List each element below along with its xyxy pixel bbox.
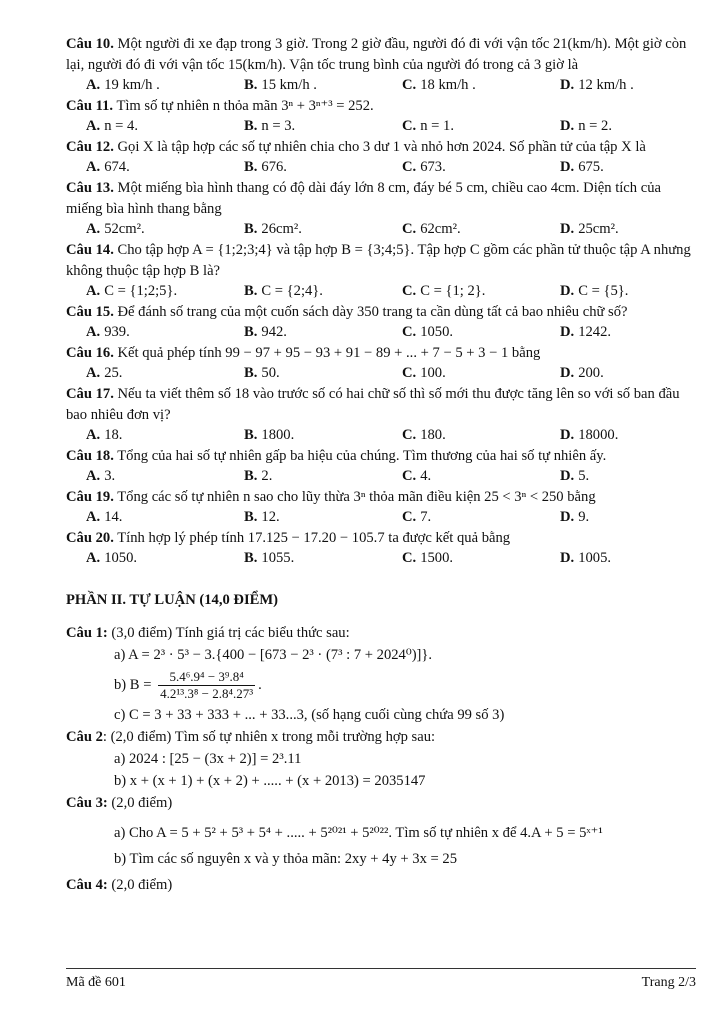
option-key: C. xyxy=(402,159,417,175)
answer-options xyxy=(66,323,696,342)
option-value: 12. xyxy=(261,509,280,525)
option-value: 180. xyxy=(420,427,446,443)
page-number: Trang 2/3 xyxy=(641,975,696,990)
answer-option xyxy=(560,117,716,136)
question-stem: Một người đi xe đạp trong 3 giờ. Trong 2 giờ đầu, người đó đi với vận tốc 21(km/h). Một giờ còn lại, người đó đi với vận tốc 15(km/h). Vận tốc trung bình của người đó trong cả 3 giờ là xyxy=(66,36,687,73)
option-value: n = 1. xyxy=(420,118,454,134)
answer-option xyxy=(560,364,716,383)
answer-option xyxy=(402,549,560,568)
question-stem: Tính hợp lý phép tính 17.125 − 17.20 − 105.7 ta được kết quả bằng xyxy=(117,530,511,546)
option-value: C = {5}. xyxy=(578,283,629,299)
answer-option xyxy=(244,426,402,445)
option-key: B. xyxy=(244,77,258,93)
answer-option xyxy=(86,364,244,383)
question xyxy=(66,240,696,282)
answer-option xyxy=(402,117,560,136)
option-value: 26cm². xyxy=(261,221,302,237)
answer-option xyxy=(402,158,560,177)
question-label: Câu 19. xyxy=(66,489,114,505)
option-value: 25cm². xyxy=(578,221,619,237)
answer-option xyxy=(244,220,402,239)
answer-option xyxy=(402,467,560,486)
question-stem: Tìm số tự nhiên n thỏa mãn 3ⁿ + 3ⁿ⁺³ = 252. xyxy=(116,98,374,114)
option-key: D. xyxy=(560,550,575,566)
answer-options xyxy=(66,76,696,95)
option-key: D. xyxy=(560,324,575,340)
option-key: B. xyxy=(244,365,258,381)
answer-option xyxy=(244,549,402,568)
option-key: C. xyxy=(402,77,417,93)
option-key: C. xyxy=(402,427,417,443)
multiple-choice-section xyxy=(66,34,696,568)
option-value: 676. xyxy=(261,159,287,175)
option-value: 7. xyxy=(420,509,432,525)
option-key: B. xyxy=(244,427,258,443)
option-key: C. xyxy=(402,468,417,484)
option-key: B. xyxy=(244,221,258,237)
option-value: 674. xyxy=(104,159,130,175)
question xyxy=(66,446,696,467)
option-value: 942. xyxy=(261,324,287,340)
option-value: 1242. xyxy=(578,324,612,340)
answer-options xyxy=(66,426,696,445)
question-stem: Cho tập hợp A = {1;2;3;4} và tập hợp B = {3;4;5}. Tập hợp C gồm các phần tử thuộc tập A nhưng không thuộc tập hợp B là? xyxy=(66,242,691,279)
option-key: A. xyxy=(86,468,101,484)
answer-option xyxy=(244,282,402,301)
answer-option xyxy=(244,364,402,383)
question-label: Câu 15. xyxy=(66,304,114,320)
question-stem: Một miếng bìa hình thang có độ dài đáy lớn 8 cm, đáy bé 5 cm, chiều cao 4cm. Diện tích của miếng bìa hình thang bằng xyxy=(66,180,661,217)
option-value: 12 km/h . xyxy=(578,77,634,93)
option-value: C = {2;4}. xyxy=(261,283,323,299)
option-key: D. xyxy=(560,427,575,443)
essay-question-3: Câu 3: (2,0 điểm) xyxy=(66,795,173,811)
question-label: Câu 17. xyxy=(66,386,114,402)
option-value: 9. xyxy=(578,509,590,525)
option-value: n = 3. xyxy=(261,118,296,134)
answer-options xyxy=(66,549,696,568)
answer-option xyxy=(560,220,716,239)
fraction-b: $\frac{\text{5.4⁶.9⁴ − 3⁹.8⁴}}{\text{4.2¹³.3⁸ − 2.8⁴.27³}}$ xyxy=(160,669,254,702)
answer-option xyxy=(402,508,560,527)
answer-options xyxy=(66,282,696,301)
option-key: B. xyxy=(244,324,258,340)
q3-part-b: b) Tìm các số nguyên x và y thỏa mãn: 2xy + 4y + 3x = 25 xyxy=(114,851,457,867)
option-value: 18. xyxy=(104,427,123,443)
essay-question-1: Câu 1: (3,0 điểm) Tính giá trị các biểu thức sau: xyxy=(66,625,350,641)
answer-option xyxy=(560,158,716,177)
option-key: B. xyxy=(244,118,258,134)
question-label: Câu 14. xyxy=(66,242,114,258)
answer-option xyxy=(402,364,560,383)
option-key: D. xyxy=(560,509,575,525)
answer-option xyxy=(244,508,402,527)
answer-option xyxy=(244,323,402,342)
question xyxy=(66,384,696,426)
question-label: Câu 13. xyxy=(66,180,114,196)
option-key: D. xyxy=(560,468,575,484)
option-key: A. xyxy=(86,221,101,237)
option-value: 1005. xyxy=(578,550,612,566)
answer-option xyxy=(86,117,244,136)
answer-option xyxy=(560,426,716,445)
option-key: A. xyxy=(86,427,101,443)
question xyxy=(66,137,696,158)
option-value: 14. xyxy=(104,509,123,525)
exam-page xyxy=(66,34,696,896)
exam-code: Mã đề 601 xyxy=(66,975,126,990)
option-value: 939. xyxy=(104,324,130,340)
option-key: D. xyxy=(560,118,575,134)
option-key: B. xyxy=(244,283,258,299)
question xyxy=(66,34,696,76)
answer-option xyxy=(86,467,244,486)
answer-option xyxy=(402,282,560,301)
option-value: 5. xyxy=(578,468,590,484)
option-key: D. xyxy=(560,365,575,381)
option-value: 62cm². xyxy=(420,221,461,237)
question-label: Câu 20. xyxy=(66,530,114,546)
q2-part-a: a) 2024 : [25 − (3x + 2)] = 2³.11 xyxy=(114,751,302,767)
option-key: C. xyxy=(402,509,417,525)
answer-option xyxy=(86,508,244,527)
answer-option xyxy=(244,467,402,486)
answer-option xyxy=(402,323,560,342)
option-value: 1800. xyxy=(261,427,295,443)
option-value: 18000. xyxy=(578,427,619,443)
question-label: Câu 12. xyxy=(66,139,114,155)
option-value: 1050. xyxy=(420,324,454,340)
option-key: D. xyxy=(560,283,575,299)
answer-option xyxy=(244,76,402,95)
option-key: A. xyxy=(86,365,101,381)
option-value: n = 4. xyxy=(104,118,138,134)
option-key: D. xyxy=(560,159,575,175)
answer-option xyxy=(86,282,244,301)
option-value: C = {1;2;5}. xyxy=(104,283,178,299)
option-key: A. xyxy=(86,77,101,93)
answer-option xyxy=(560,76,716,95)
answer-option xyxy=(560,323,716,342)
question-label: Câu 16. xyxy=(66,345,114,361)
q1-part-c: c) C = 3 + 33 + 333 + ... + 33...3, (số hạng cuối cùng chứa 99 số 3) xyxy=(114,707,505,723)
option-value: 25. xyxy=(104,365,123,381)
question-stem: Để đánh số trang của một cuốn sách dày 350 trang ta cần dùng tất cả bao nhiêu chữ số? xyxy=(117,304,628,320)
question-stem: Nếu ta viết thêm số 18 vào trước số có hai chữ số thì số mới thu được tăng lên so với số ban đầu bao nhiêu đơn vị? xyxy=(66,386,680,423)
option-key: D. xyxy=(560,221,575,237)
answer-option xyxy=(402,220,560,239)
option-value: 200. xyxy=(578,365,604,381)
question xyxy=(66,343,696,364)
option-value: 1500. xyxy=(420,550,454,566)
option-key: C. xyxy=(402,550,417,566)
answer-option xyxy=(86,220,244,239)
answer-option xyxy=(244,158,402,177)
essay-question-2: Câu 2: (2,0 điểm) Tìm số tự nhiên x trong mỗi trường hợp sau: xyxy=(66,729,436,745)
option-key: A. xyxy=(86,550,101,566)
question-stem: Tổng của hai số tự nhiên gấp ba hiệu của chúng. Tìm thương của hai số tự nhiên ấy. xyxy=(117,448,607,464)
option-key: A. xyxy=(86,283,101,299)
option-value: 673. xyxy=(420,159,446,175)
question xyxy=(66,487,696,508)
answer-option xyxy=(244,117,402,136)
q1-part-b: b) B = $\frac{\text{5.4⁶.9⁴ − 3⁹.8⁴}}{\text{4.2¹³.3⁸ − 2.8⁴.27³}}$ . xyxy=(114,669,262,702)
answer-options xyxy=(66,467,696,486)
answer-option xyxy=(560,467,716,486)
answer-option xyxy=(86,323,244,342)
question xyxy=(66,528,696,549)
question-stem: Gọi X là tập hợp các số tự nhiên chia cho 3 dư 1 và nhỏ hơn 2024. Số phần tử của tập X là xyxy=(117,139,646,155)
question xyxy=(66,302,696,323)
option-value: 15 km/h . xyxy=(261,77,317,93)
option-key: C. xyxy=(402,365,417,381)
q2-part-b: b) x + (x + 1) + (x + 2) + ..... + (x + 2013) = 2035147 xyxy=(114,773,426,789)
q3-part-a: a) Cho A = 5 + 5² + 5³ + 5⁴ + ..... + 5²⁰²¹ + 5²⁰²². Tìm số tự nhiên x để 4.A + 5 = 5ˣ⁺¹ xyxy=(114,825,603,841)
option-value: 100. xyxy=(420,365,446,381)
option-value: 52cm². xyxy=(104,221,145,237)
answer-options xyxy=(66,220,696,239)
option-value: 1055. xyxy=(261,550,295,566)
q1-part-a: a) A = 2³ · 5³ − 3.{400 − [673 − 2³ · (7³ : 7 + 2024⁰)]}. xyxy=(114,647,433,663)
answer-option xyxy=(560,549,716,568)
question-stem: Tổng các số tự nhiên n sao cho lũy thừa 3ⁿ thỏa mãn điều kiện 25 < 3ⁿ < 250 bằng xyxy=(117,489,596,505)
option-value: 1050. xyxy=(104,550,138,566)
option-key: A. xyxy=(86,118,101,134)
question-stem: Kết quả phép tính 99 − 97 + 95 − 93 + 91 − 89 + ... + 7 − 5 + 3 − 1 bằng xyxy=(117,345,541,361)
option-key: D. xyxy=(560,77,575,93)
answer-option xyxy=(560,282,716,301)
page-footer xyxy=(66,968,696,990)
option-key: C. xyxy=(402,283,417,299)
answer-option xyxy=(86,158,244,177)
question xyxy=(66,96,696,117)
answer-option xyxy=(560,508,716,527)
option-value: 675. xyxy=(578,159,604,175)
section-title: PHẦN II. TỰ LUẬN (14,0 ĐIỂM) xyxy=(66,592,279,608)
answer-options xyxy=(66,508,696,527)
option-key: C. xyxy=(402,118,417,134)
option-key: A. xyxy=(86,324,101,340)
question xyxy=(66,178,696,220)
answer-option xyxy=(86,76,244,95)
option-value: 3. xyxy=(104,468,116,484)
option-value: C = {1; 2}. xyxy=(420,283,486,299)
answer-option xyxy=(86,426,244,445)
answer-options xyxy=(66,117,696,136)
option-key: C. xyxy=(402,324,417,340)
essay-question-4: Câu 4: (2,0 điểm) xyxy=(66,877,173,893)
option-value: 18 km/h . xyxy=(420,77,476,93)
option-value: 50. xyxy=(261,365,280,381)
option-key: B. xyxy=(244,159,258,175)
question-label: Câu 11. xyxy=(66,98,114,114)
option-value: 19 km/h . xyxy=(104,77,160,93)
answer-options xyxy=(66,158,696,177)
answer-options xyxy=(66,364,696,383)
answer-option xyxy=(402,426,560,445)
option-key: B. xyxy=(244,468,258,484)
option-value: 4. xyxy=(420,468,432,484)
option-value: 2. xyxy=(261,468,273,484)
option-key: B. xyxy=(244,509,258,525)
option-key: A. xyxy=(86,509,101,525)
option-key: A. xyxy=(86,159,101,175)
option-key: C. xyxy=(402,221,417,237)
option-key: B. xyxy=(244,550,258,566)
answer-option xyxy=(86,549,244,568)
question-label: Câu 18. xyxy=(66,448,114,464)
question-label: Câu 10. xyxy=(66,36,114,52)
option-value: n = 2. xyxy=(578,118,612,134)
answer-option xyxy=(402,76,560,95)
